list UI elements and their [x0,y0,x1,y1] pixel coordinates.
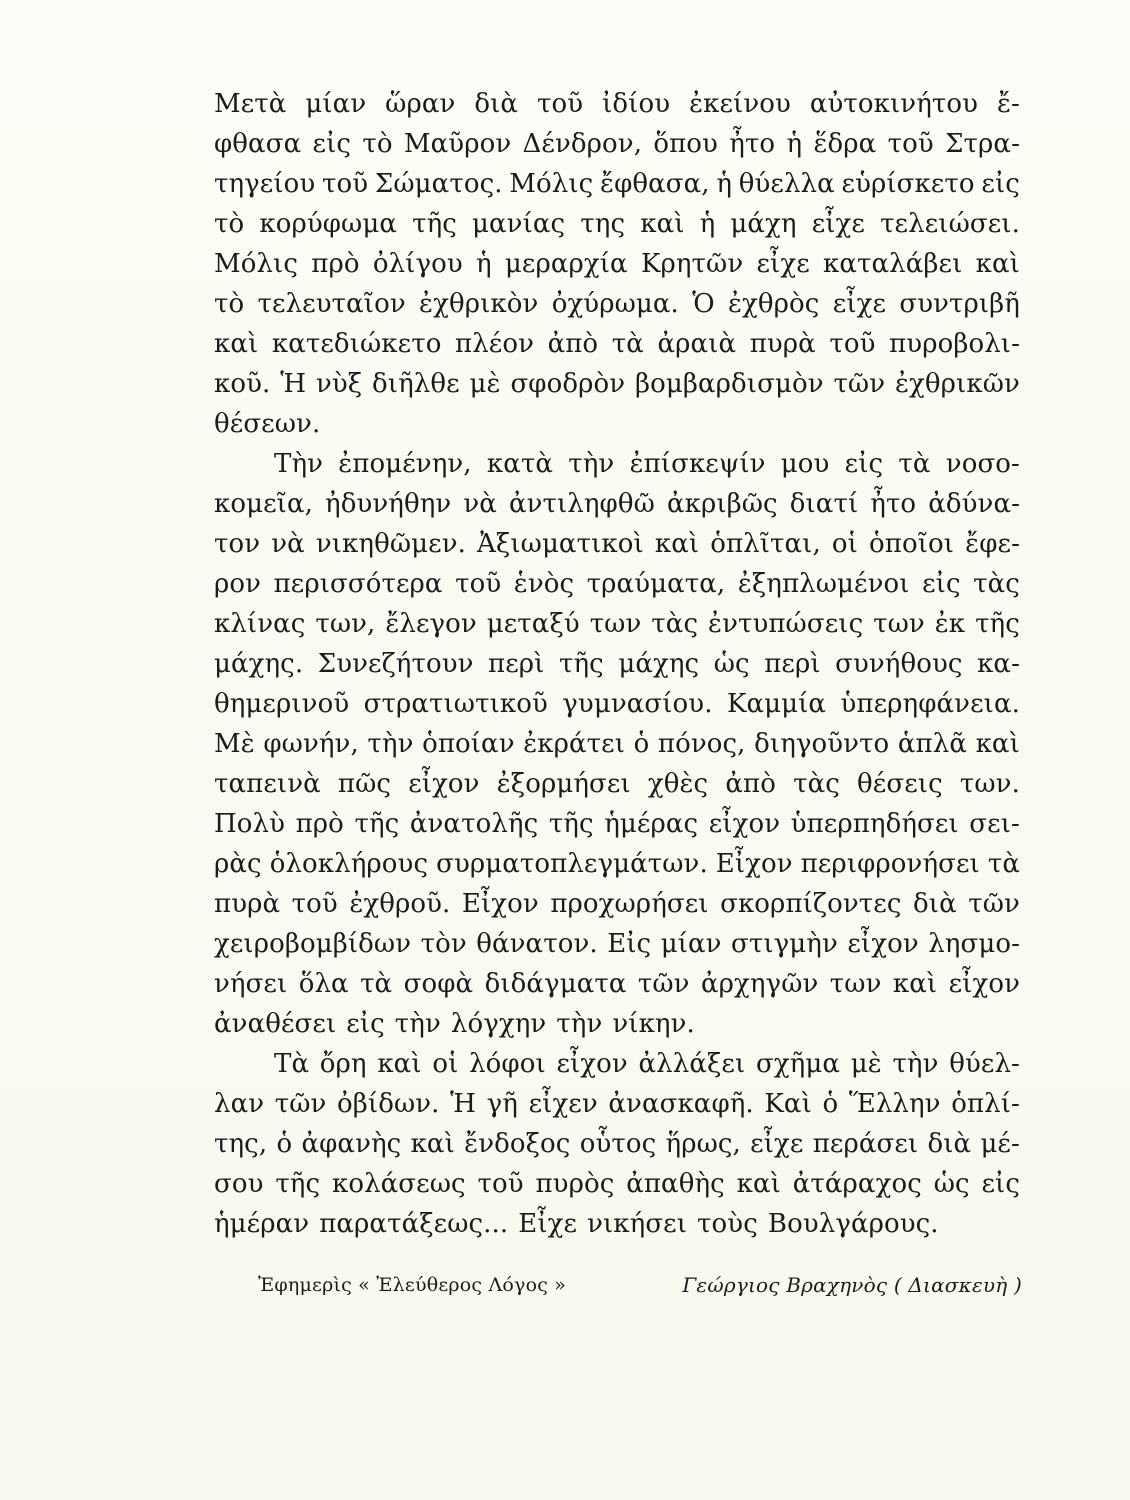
text-line: Τὴν ἐπομένην, κατὰ τὴν ἐπίσκεψίν μου εἰς τὰ νοσο- [274,449,1020,479]
text-line: θέσεων. [214,409,321,439]
text-line: νήσει ὅλα τὰ σοφὰ διδάγματα τῶν ἀρχηγῶν των καὶ εἶχον [214,969,1020,999]
text-line: Τὰ ὄρη καὶ οἱ λόφοι εἶχον ἀλλάξει σχῆμα μὲ τὴν θύελ- [274,1049,1020,1079]
text-line: κομεῖα, ἠδυνήθην νὰ ἀντιληφθῶ ἀκριβῶς διατί ἦτο ἀδύνα- [214,489,1020,519]
text-line: πυρὰ τοῦ ἐχθροῦ. Εἶχον προχωρήσει σκορπίζοντες διὰ τῶν [214,889,1020,919]
text-line: θημερινοῦ στρατιωτικοῦ γυμνασίου. Καμμία ὑπερηφάνεια. [214,689,1020,719]
text-line: κλίνας των, ἔλεγον μεταξύ των τὰς ἐντυπώσεις των ἐκ τῆς [214,609,1020,639]
body-text [214,84,1020,1244]
text-line: Μόλις πρὸ ὀλίγου ἡ μεραρχία Κρητῶν εἶχε καταλάβει καὶ [214,249,1020,279]
author-credit: Γεώργιος Βραχηνὸς ( Διασκευὴ ) [682,1273,1022,1297]
text-line: σου τῆς κολάσεως τοῦ πυρὸς ἀπαθὴς καὶ ἀτάραχος ὡς εἰς [214,1169,1020,1199]
source-citation: Ἐφημερὶς « Ἐλεύθερος Λόγος » [258,1274,567,1296]
text-line: μάχης. Συνεζήτουν περὶ τῆς μάχης ὡς περὶ συνήθους κα- [214,649,1020,679]
text-line: ἡμέραν παρατάξεως... Εἶχε νικήσει τοὺς Βουλγάρους. [214,1209,939,1239]
text-line: φθασα εἰς τὸ Μαῦρον Δένδρον, ὅπου ἦτο ἡ ἕδρα τοῦ Στρα- [214,129,1020,159]
text-line: Μετὰ μίαν ὥραν διὰ τοῦ ἰδίου ἐκείνου αὐτοκινήτου ἔ- [214,89,1020,119]
text-line: ρὰς ὁλοκλήρους συρματοπλεγμάτων. Εἶχον περιφρονήσει τὰ [214,849,1020,879]
text-line: Πολὺ πρὸ τῆς ἀνατολῆς τῆς ἡμέρας εἶχον ὑπερπηδήσει σει- [214,809,1020,839]
text-line: τὸ κορύφωμα τῆς μανίας της καὶ ἡ μάχη εἶχε τελειώσει. [214,209,1020,239]
text-line: ρον περισσότερα τοῦ ἑνὸς τραύματα, ἐξηπλωμένοι εἰς τὰς [214,569,1020,599]
text-line: ἀναθέσει εἰς τὴν λόγχην τὴν νίκην. [214,1009,695,1039]
text-line: τηγείου τοῦ Σώματος. Μόλις ἔφθασα, ἡ θύελλα εὑρίσκετο εἰς [214,169,1020,199]
text-line: τὸ τελευταῖον ἐχθρικὸν ὀχύρωμα. Ὁ ἐχθρὸς εἶχε συντριβῆ [214,289,1020,319]
text-line: της, ὁ ἀφανὴς καὶ ἔνδοξος οὗτος ἥρως, εἶχε περάσει διὰ μέ- [214,1129,1020,1159]
text-line: λαν τῶν ὀβίδων. Ἡ γῆ εἶχεν ἀνασκαφῆ. Καὶ ὁ Ἕλλην ὁπλί- [214,1089,1020,1119]
attribution [258,1264,1022,1304]
text-line: Μὲ φωνήν, τὴν ὁποίαν ἐκράτει ὁ πόνος, διηγοῦντο ἁπλᾶ καὶ [214,729,1020,759]
text-line: κοῦ. Ἡ νὺξ διῆλθε μὲ σφοδρὸν βομβαρδισμὸν τῶν ἐχθρικῶν [214,369,1020,399]
text-line: καὶ κατεδιώκετο πλέον ἀπὸ τὰ ἀραιὰ πυρὰ τοῦ πυροβολι- [214,329,1020,359]
text-line: ταπεινὰ πῶς εἶχον ἐξορμήσει χθὲς ἀπὸ τὰς θέσεις των. [214,769,1020,799]
text-line: τον νὰ νικηθῶμεν. Ἀξιωματικοὶ καὶ ὁπλῖται, οἱ ὁποῖοι ἔφε- [214,529,1020,559]
text-line: χειροβομβίδων τὸν θάνατον. Εἰς μίαν στιγμὴν εἶχον λησμο- [214,929,1020,959]
